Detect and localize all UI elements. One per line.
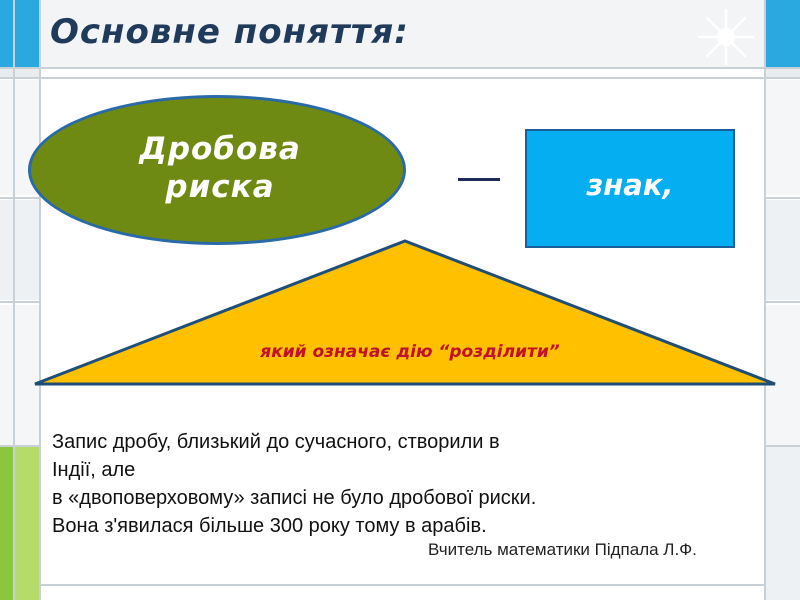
meaning-triangle xyxy=(30,238,780,388)
body-line: в «двоповерховому» записі не було дробової риски. xyxy=(52,487,537,509)
body-line: Індії, але xyxy=(52,459,136,481)
sparkle-icon xyxy=(695,6,757,68)
teacher-credit: Вчитель математики Підпала Л.Ф. xyxy=(428,540,697,559)
slide-title: Основне поняття: xyxy=(50,12,409,52)
sign-box-label: знак, xyxy=(586,168,674,202)
triangle-label: який означає дію “розділити” xyxy=(260,342,560,362)
ellipse-label: Дробова риска xyxy=(139,131,301,205)
body-line: Вона з'явилася більше 300 року тому в арабів. xyxy=(52,515,487,537)
dash-divider xyxy=(458,178,500,181)
history-paragraph xyxy=(52,428,732,540)
body-line: Запис дробу, близький до сучасного, створили в xyxy=(52,431,500,453)
